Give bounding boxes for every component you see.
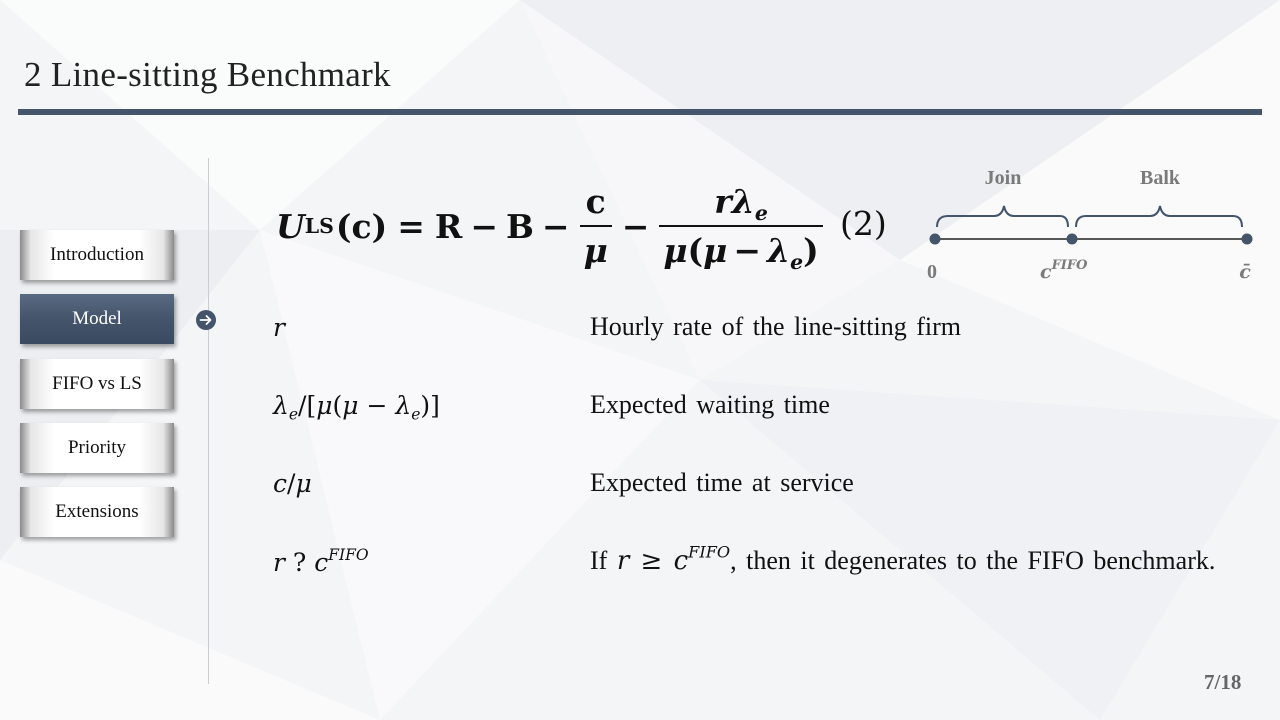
row-1-symbol: r [273,313,285,342]
row-1-description: Hourly rate of the line-sitting firm [590,312,961,341]
join-brace [937,206,1068,227]
point-cfifo [1067,234,1078,245]
label-zero: 0 [927,261,937,283]
nav-item-priority[interactable]: Priority [20,423,174,473]
title-divider [18,109,1262,115]
nav-item-extensions[interactable]: Extensions [20,487,174,537]
nav-item-fifo-vs-ls[interactable]: FIFO vs LS [20,359,174,409]
row-2-description: Expected waiting time [590,390,830,419]
balk-label: Balk [1139,167,1181,189]
join-label: Join [984,167,1022,189]
fraction-c-over-mu: $\frac{c}{\mu}$ [580,182,612,270]
label-cbar: c̄ [1239,261,1251,283]
row-4-description: If $r \ge c^{FIFO}$, then it degenerates to the FIFO benchmark. [590,542,1216,576]
point-cbar [1242,234,1253,245]
label-cfifo: $c^{FIFO}$ [1040,258,1088,283]
utility-formula: U LS (c) = R − B − $\frac{c}{\mu}$ − $\frac{r\lambda_e}{\mu(\mu - \lambda_e)}$ [276,180,829,272]
nav-item-introduction[interactable]: Introduction [20,230,174,280]
fraction-waiting-cost: $\frac{r\lambda_e}{\mu(\mu - \lambda_e)}$ [659,182,822,270]
row-3-description: Expected time at service [590,468,854,497]
equation-number: (2) [840,204,887,243]
join-balk-diagram [920,160,1260,290]
row-4-symbol: r ? $c^{FIFO}$ [273,546,369,577]
point-zero [930,234,941,245]
arrow-right-circle-icon [195,309,217,331]
row-2-symbol: $\lambda_e/[\mu(\mu - \lambda_e)]$ [273,391,440,424]
slide-title: 2 Line-sitting Benchmark [24,55,391,94]
row-3-symbol: c/μ [273,469,312,498]
nav-item-model[interactable]: Model [20,294,174,344]
sidebar-divider [208,158,209,684]
page-number: 7/18 [1204,670,1242,694]
balk-brace [1076,206,1242,227]
